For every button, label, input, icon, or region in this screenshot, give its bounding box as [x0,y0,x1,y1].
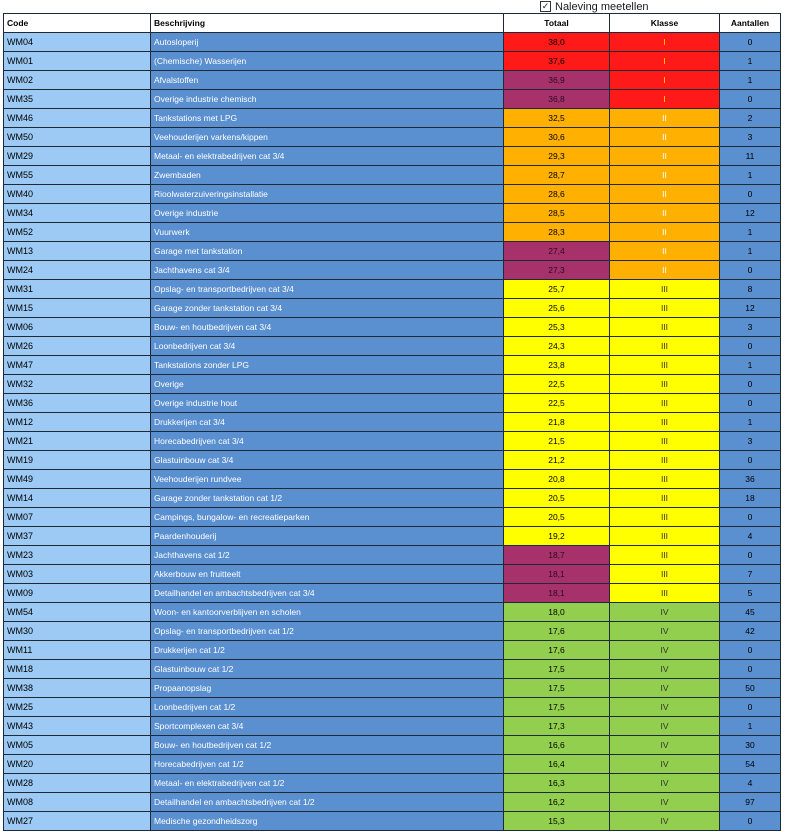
table-body [4,33,781,831]
klasse-cell: III [610,432,720,451]
description-cell: Horecabedrijven cat 3/4 [151,432,504,451]
code-cell: WM11 [4,641,151,660]
table-row[interactable] [4,337,781,356]
table-row[interactable] [4,280,781,299]
total-cell: 16,6 [504,736,610,755]
header-klasse[interactable]: Klasse [610,14,720,33]
count-cell: 1 [720,223,781,242]
total-cell: 21,5 [504,432,610,451]
table-row[interactable] [4,565,781,584]
count-cell: 4 [720,774,781,793]
count-cell: 1 [720,717,781,736]
count-cell: 36 [720,470,781,489]
code-cell: WM37 [4,527,151,546]
klasse-cell: II [610,261,720,280]
description-cell: Horecabedrijven cat 1/2 [151,755,504,774]
header-total[interactable]: Totaal [504,14,610,33]
code-cell: WM05 [4,736,151,755]
table-row[interactable] [4,33,781,52]
code-cell: WM47 [4,356,151,375]
klasse-cell: II [610,204,720,223]
klasse-cell: III [610,280,720,299]
description-cell: Detailhandel en ambachtsbedrijven cat 1/2 [151,793,504,812]
table-row[interactable] [4,774,781,793]
table-row[interactable] [4,698,781,717]
header-description[interactable]: Beschrijving [151,14,504,33]
description-cell: Drukkerijen cat 1/2 [151,641,504,660]
table-row[interactable] [4,622,781,641]
total-cell: 18,1 [504,565,610,584]
code-cell: WM50 [4,128,151,147]
checkbox[interactable]: ✓ [541,1,550,11]
code-cell: WM24 [4,261,151,280]
count-cell: 18 [720,489,781,508]
klasse-cell: IV [610,793,720,812]
table-row[interactable] [4,90,781,109]
count-cell: 1 [720,413,781,432]
table-row[interactable] [4,204,781,223]
count-cell: 1 [720,52,781,71]
count-cell: 97 [720,793,781,812]
table-row[interactable] [4,489,781,508]
total-cell: 21,8 [504,413,610,432]
table-row[interactable] [4,109,781,128]
klasse-cell: I [610,90,720,109]
total-cell: 16,2 [504,793,610,812]
code-cell: WM40 [4,185,151,204]
table-row[interactable] [4,147,781,166]
count-cell: 1 [720,166,781,185]
total-cell: 28,3 [504,223,610,242]
description-cell: Rioolwaterzuiveringsinstallatie [151,185,504,204]
table-row[interactable] [4,641,781,660]
code-cell: WM12 [4,413,151,432]
total-cell: 27,3 [504,261,610,280]
description-cell: Garage zonder tankstation cat 1/2 [151,489,504,508]
total-cell: 19,2 [504,527,610,546]
table-row[interactable] [4,812,781,831]
table-row[interactable] [4,736,781,755]
klasse-cell: IV [610,755,720,774]
total-cell: 20,5 [504,508,610,527]
description-cell: Overige [151,375,504,394]
code-cell: WM54 [4,603,151,622]
count-cell: 0 [720,451,781,470]
klasse-cell: IV [610,812,720,831]
klasse-cell: III [610,451,720,470]
code-cell: WM35 [4,90,151,109]
code-cell: WM07 [4,508,151,527]
klasse-cell: IV [610,679,720,698]
count-cell: 5 [720,584,781,603]
count-cell: 0 [720,641,781,660]
count-cell: 0 [720,660,781,679]
count-cell: 54 [720,755,781,774]
total-cell: 17,5 [504,679,610,698]
count-cell: 0 [720,394,781,413]
description-cell: Woon- en kantoorverblijven en scholen [151,603,504,622]
total-cell: 28,7 [504,166,610,185]
klasse-cell: II [610,223,720,242]
code-cell: WM18 [4,660,151,679]
code-cell: WM36 [4,394,151,413]
table-row[interactable] [4,261,781,280]
table-row[interactable] [4,584,781,603]
description-cell: Metaal- en elektrabedrijven cat 1/2 [151,774,504,793]
description-cell: Jachthavens cat 3/4 [151,261,504,280]
klasse-cell: III [610,337,720,356]
risk-table [3,13,781,831]
count-cell: 0 [720,261,781,280]
total-cell: 32,5 [504,109,610,128]
description-cell: Overige industrie [151,204,504,223]
description-cell: Veehouderijen varkens/kippen [151,128,504,147]
total-cell: 17,3 [504,717,610,736]
count-cell: 3 [720,432,781,451]
code-cell: WM21 [4,432,151,451]
description-cell: Metaal- en elektrabedrijven cat 3/4 [151,147,504,166]
code-cell: WM34 [4,204,151,223]
header-row [4,14,781,33]
total-cell: 15,3 [504,812,610,831]
description-cell: Sportcomplexen cat 3/4 [151,717,504,736]
code-cell: WM26 [4,337,151,356]
total-cell: 23,8 [504,356,610,375]
klasse-cell: III [610,584,720,603]
count-cell: 3 [720,318,781,337]
total-cell: 37,6 [504,52,610,71]
klasse-cell: IV [610,660,720,679]
total-cell: 38,0 [504,33,610,52]
table-row[interactable] [4,318,781,337]
count-cell: 42 [720,622,781,641]
description-cell: Detailhandel en ambachtsbedrijven cat 3/4 [151,584,504,603]
klasse-cell: IV [610,698,720,717]
description-cell: Zwembaden [151,166,504,185]
table-row[interactable] [4,755,781,774]
description-cell: Jachthavens cat 1/2 [151,546,504,565]
table-row[interactable] [4,413,781,432]
total-cell: 17,6 [504,622,610,641]
klasse-cell: III [610,546,720,565]
code-cell: WM38 [4,679,151,698]
count-cell: 1 [720,71,781,90]
code-cell: WM30 [4,622,151,641]
count-cell: 0 [720,337,781,356]
code-cell: WM27 [4,812,151,831]
table-row[interactable] [4,793,781,812]
compliance-toggle[interactable] [540,0,649,13]
klasse-cell: III [610,318,720,337]
count-cell: 1 [720,356,781,375]
description-cell: Campings, bungalow- en recreatieparken [151,508,504,527]
code-cell: WM01 [4,52,151,71]
description-cell: Drukkerijen cat 3/4 [151,413,504,432]
klasse-cell: III [610,375,720,394]
description-cell: Paardenhouderij [151,527,504,546]
klasse-cell: II [610,147,720,166]
klasse-cell: I [610,52,720,71]
description-cell: Overige industrie chemisch [151,90,504,109]
count-cell: 0 [720,375,781,394]
table-row[interactable] [4,52,781,71]
total-cell: 18,0 [504,603,610,622]
klasse-cell: III [610,413,720,432]
description-cell: Opslag- en transportbedrijven cat 1/2 [151,622,504,641]
code-cell: WM28 [4,774,151,793]
total-cell: 21,2 [504,451,610,470]
count-cell: 30 [720,736,781,755]
description-cell: Vuurwerk [151,223,504,242]
table-row[interactable] [4,166,781,185]
table-row[interactable] [4,356,781,375]
description-cell: Tankstations met LPG [151,109,504,128]
klasse-cell: IV [610,603,720,622]
count-cell: 0 [720,508,781,527]
count-cell: 0 [720,546,781,565]
count-cell: 0 [720,33,781,52]
code-cell: WM25 [4,698,151,717]
count-cell: 7 [720,565,781,584]
code-cell: WM14 [4,489,151,508]
code-cell: WM32 [4,375,151,394]
table-row[interactable] [4,470,781,489]
total-cell: 18,7 [504,546,610,565]
table-row[interactable] [4,679,781,698]
description-cell: Overige industrie hout [151,394,504,413]
table-row[interactable] [4,603,781,622]
table-row[interactable] [4,527,781,546]
table-row[interactable] [4,185,781,204]
code-cell: WM29 [4,147,151,166]
code-cell: WM23 [4,546,151,565]
total-cell: 36,9 [504,71,610,90]
count-cell: 0 [720,698,781,717]
count-cell: 8 [720,280,781,299]
klasse-cell: III [610,527,720,546]
code-cell: WM46 [4,109,151,128]
total-cell: 20,8 [504,470,610,489]
code-cell: WM19 [4,451,151,470]
klasse-cell: III [610,394,720,413]
klasse-cell: IV [610,622,720,641]
code-cell: WM15 [4,299,151,318]
klasse-cell: I [610,71,720,90]
total-cell: 22,5 [504,375,610,394]
total-cell: 25,7 [504,280,610,299]
klasse-cell: III [610,470,720,489]
description-cell: Tankstations zonder LPG [151,356,504,375]
klasse-cell: I [610,33,720,52]
count-cell: 12 [720,204,781,223]
code-cell: WM20 [4,755,151,774]
total-cell: 16,3 [504,774,610,793]
description-cell: (Chemische) Wasserijen [151,52,504,71]
code-cell: WM49 [4,470,151,489]
total-cell: 18,1 [504,584,610,603]
count-cell: 11 [720,147,781,166]
table-row[interactable] [4,451,781,470]
code-cell: WM06 [4,318,151,337]
total-cell: 24,3 [504,337,610,356]
klasse-cell: IV [610,641,720,660]
klasse-cell: III [610,489,720,508]
code-cell: WM03 [4,565,151,584]
table-row[interactable] [4,223,781,242]
klasse-cell: III [610,508,720,527]
total-cell: 20,5 [504,489,610,508]
table-row[interactable] [4,546,781,565]
table-row[interactable] [4,242,781,261]
description-cell: Glastuinbouw cat 3/4 [151,451,504,470]
klasse-cell: II [610,185,720,204]
count-cell: 0 [720,90,781,109]
code-cell: WM43 [4,717,151,736]
code-cell: WM02 [4,71,151,90]
total-cell: 28,6 [504,185,610,204]
table-row[interactable] [4,717,781,736]
klasse-cell: II [610,128,720,147]
total-cell: 29,3 [504,147,610,166]
total-cell: 17,5 [504,660,610,679]
count-cell: 12 [720,299,781,318]
code-cell: WM04 [4,33,151,52]
description-cell: Propaanopslag [151,679,504,698]
description-cell: Loonbedrijven cat 1/2 [151,698,504,717]
description-cell: Akkerbouw en fruitteelt [151,565,504,584]
count-cell: 0 [720,185,781,204]
klasse-cell: II [610,166,720,185]
total-cell: 30,6 [504,128,610,147]
count-cell: 50 [720,679,781,698]
total-cell: 25,3 [504,318,610,337]
total-cell: 16,4 [504,755,610,774]
table-row[interactable] [4,508,781,527]
description-cell: Veehouderijen rundvee [151,470,504,489]
klasse-cell: IV [610,774,720,793]
description-cell: Autosloperij [151,33,504,52]
total-cell: 25,6 [504,299,610,318]
table-row[interactable] [4,299,781,318]
count-cell: 2 [720,109,781,128]
klasse-cell: II [610,242,720,261]
klasse-cell: III [610,565,720,584]
count-cell: 1 [720,242,781,261]
klasse-cell: II [610,109,720,128]
table-row[interactable] [4,432,781,451]
total-cell: 17,5 [504,698,610,717]
code-cell: WM08 [4,793,151,812]
description-cell: Bouw- en houtbedrijven cat 3/4 [151,318,504,337]
code-cell: WM55 [4,166,151,185]
klasse-cell: IV [610,736,720,755]
table-row[interactable] [4,660,781,679]
code-cell: WM52 [4,223,151,242]
description-cell: Opslag- en transportbedrijven cat 3/4 [151,280,504,299]
description-cell: Glastuinbouw cat 1/2 [151,660,504,679]
total-cell: 27,4 [504,242,610,261]
compliance-label: Naleving meetellen [555,0,649,13]
description-cell: Garage zonder tankstation cat 3/4 [151,299,504,318]
table-row[interactable] [4,394,781,413]
description-cell: Medische gezondheidszorg [151,812,504,831]
table-row[interactable] [4,128,781,147]
count-cell: 45 [720,603,781,622]
description-cell: Bouw- en houtbedrijven cat 1/2 [151,736,504,755]
description-cell: Garage met tankstation [151,242,504,261]
table-row[interactable] [4,71,781,90]
code-cell: WM31 [4,280,151,299]
header-count[interactable]: Aantallen [720,14,781,33]
klasse-cell: III [610,356,720,375]
count-cell: 3 [720,128,781,147]
total-cell: 17,6 [504,641,610,660]
code-cell: WM09 [4,584,151,603]
table-row[interactable] [4,375,781,394]
description-cell: Loonbedrijven cat 3/4 [151,337,504,356]
header-code[interactable]: Code [4,14,151,33]
count-cell: 0 [720,812,781,831]
count-cell: 4 [720,527,781,546]
total-cell: 22,5 [504,394,610,413]
total-cell: 36,8 [504,90,610,109]
klasse-cell: IV [610,717,720,736]
klasse-cell: III [610,299,720,318]
code-cell: WM13 [4,242,151,261]
description-cell: Afvalstoffen [151,71,504,90]
total-cell: 28,5 [504,204,610,223]
